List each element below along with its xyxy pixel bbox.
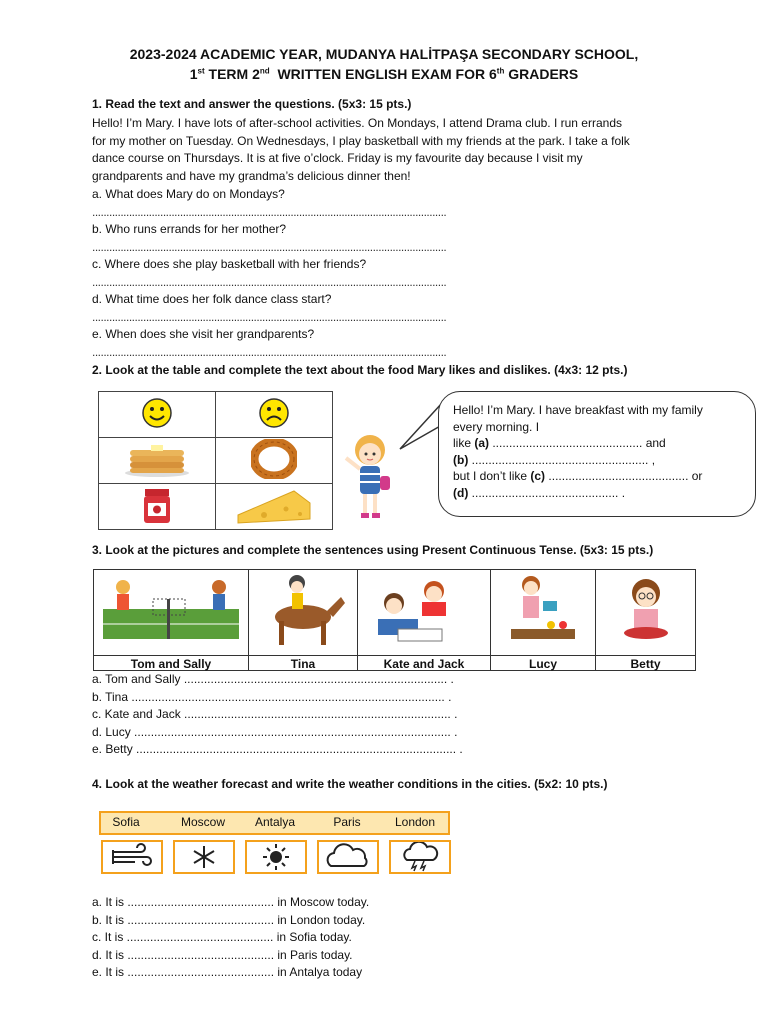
sad-face-icon xyxy=(216,392,333,438)
weather-sentence-e[interactable]: e. It is ............................................ in Antalya today xyxy=(92,965,363,979)
wind-icon xyxy=(101,840,163,874)
city-label: Sofia xyxy=(112,815,140,829)
food-table xyxy=(98,391,333,530)
city-label: Moscow xyxy=(180,815,225,829)
bubble-text: Hello! I’m Mary. I have breakfast with my family every morning. I like (a) ............................................. and (b) ..................................................... , but I don’t like (c) .......................................... or (d) ............................................ . xyxy=(453,403,703,500)
q2-heading: 2. Look at the table and complete the text about the food Mary likes and dislikes. (4x3: 12 pts.) xyxy=(92,363,628,377)
blank-a[interactable]: ............................................. and xyxy=(489,436,666,450)
sentence-b[interactable]: b. Tina .............................................................................................. . xyxy=(92,689,452,704)
weather-sentence-a[interactable]: a. It is ............................................ in Moscow today. xyxy=(92,895,370,909)
question-c: c. Where does she play basketball with her friends? xyxy=(92,257,367,271)
sun-icon xyxy=(245,840,307,874)
snow-icon xyxy=(173,840,235,874)
cooking-picture xyxy=(595,569,696,655)
weather-sentence-b[interactable]: b. It is ............................................ in London today. xyxy=(92,912,366,927)
city-label: London xyxy=(394,815,436,829)
weather-sentence-d[interactable]: d. It is ............................................ in Paris today. xyxy=(92,947,353,962)
sentence-c[interactable]: c. Kate and Jack ................................................................................ . xyxy=(92,707,458,721)
happy-face-icon xyxy=(99,392,216,438)
blank-c[interactable]: .......................................... or xyxy=(545,469,703,483)
cloud-icon xyxy=(317,840,379,874)
jam-jar-icon xyxy=(99,484,216,530)
q1-questions xyxy=(92,186,732,361)
tennis-picture xyxy=(93,569,247,655)
city-label: Antalya xyxy=(254,815,296,829)
name-label: Lucy xyxy=(490,655,595,671)
q1-reading-text: Hello! I’m Mary. I have lots of after-school activities. On Mondays, I attend Drama club. I run errands for my mother on Tuesday. On Wednesdays, I play basketball with my friends at the park. I take a folk dance course on Thursdays. It is at five o’clock. Friday is my favourite day because I visit my grandparents and have my grandma’s delicious dinner then! xyxy=(92,116,630,183)
name-label: Betty xyxy=(595,655,696,671)
reading-picture xyxy=(357,569,490,655)
q1-heading: 1. Read the text and answer the questions. (5x3: 15 pts.) xyxy=(92,97,412,111)
sentence-a[interactable]: a. Tom and Sally ............................................................................... . xyxy=(92,672,454,686)
question-d: d. What time does her folk dance class start? xyxy=(92,292,332,306)
simit-bagel-icon xyxy=(216,438,333,484)
cheese-icon xyxy=(216,484,333,530)
answer-line[interactable]: ............................................................................................................................. xyxy=(92,239,447,254)
answer-line[interactable]: ............................................................................................................................. xyxy=(92,344,447,359)
weather-sentence-c[interactable]: c. It is ............................................ in Sofia today. xyxy=(92,930,352,944)
exam-title-line2: 1st TERM 2nd WRITTEN ENGLISH EXAM FOR 6th GRADERS xyxy=(189,66,579,82)
q3-heading: 3. Look at the pictures and complete the sentences using Present Continuous Tense. (5x3: 15 pts.) xyxy=(92,543,654,557)
answer-line[interactable]: ............................................................................................................................. xyxy=(92,309,447,324)
sentence-e[interactable]: e. Betty ................................................................................................ . xyxy=(92,742,463,756)
question-e: e. When does she visit her grandparents? xyxy=(92,327,315,341)
answer-line[interactable]: ............................................................................................................................. xyxy=(92,204,447,219)
blank-d[interactable]: ............................................ . xyxy=(468,485,626,500)
horse-riding-picture xyxy=(248,569,357,655)
question-b: b. Who runs errands for her mother? xyxy=(92,222,287,236)
q4-sentences xyxy=(92,894,369,982)
answer-line[interactable]: ............................................................................................................................. xyxy=(92,274,447,289)
girl-illustration xyxy=(340,432,400,525)
blank-b[interactable]: ..................................................... , xyxy=(468,452,656,467)
sentence-d[interactable]: d. Lucy ............................................................................................... . xyxy=(92,724,458,739)
storm-icon xyxy=(389,840,451,874)
name-label: Tom and Sally xyxy=(93,655,248,671)
city-label: Paris xyxy=(333,815,361,829)
exam-title-line1: 2023-2024 ACADEMIC YEAR, MUDANYA HALİTPAŞA SECONDARY SCHOOL, xyxy=(129,46,639,62)
pancakes-icon xyxy=(99,438,216,484)
question-a: a. What does Mary do on Mondays? xyxy=(92,187,285,201)
name-label: Tina xyxy=(248,655,357,671)
name-label: Kate and Jack xyxy=(357,655,490,671)
gardening-picture xyxy=(490,569,595,655)
q4-heading: 4. Look at the weather forecast and write the weather conditions in the cities. (5x2: 10 pts.) xyxy=(92,777,608,791)
q3-sentences xyxy=(92,671,463,759)
